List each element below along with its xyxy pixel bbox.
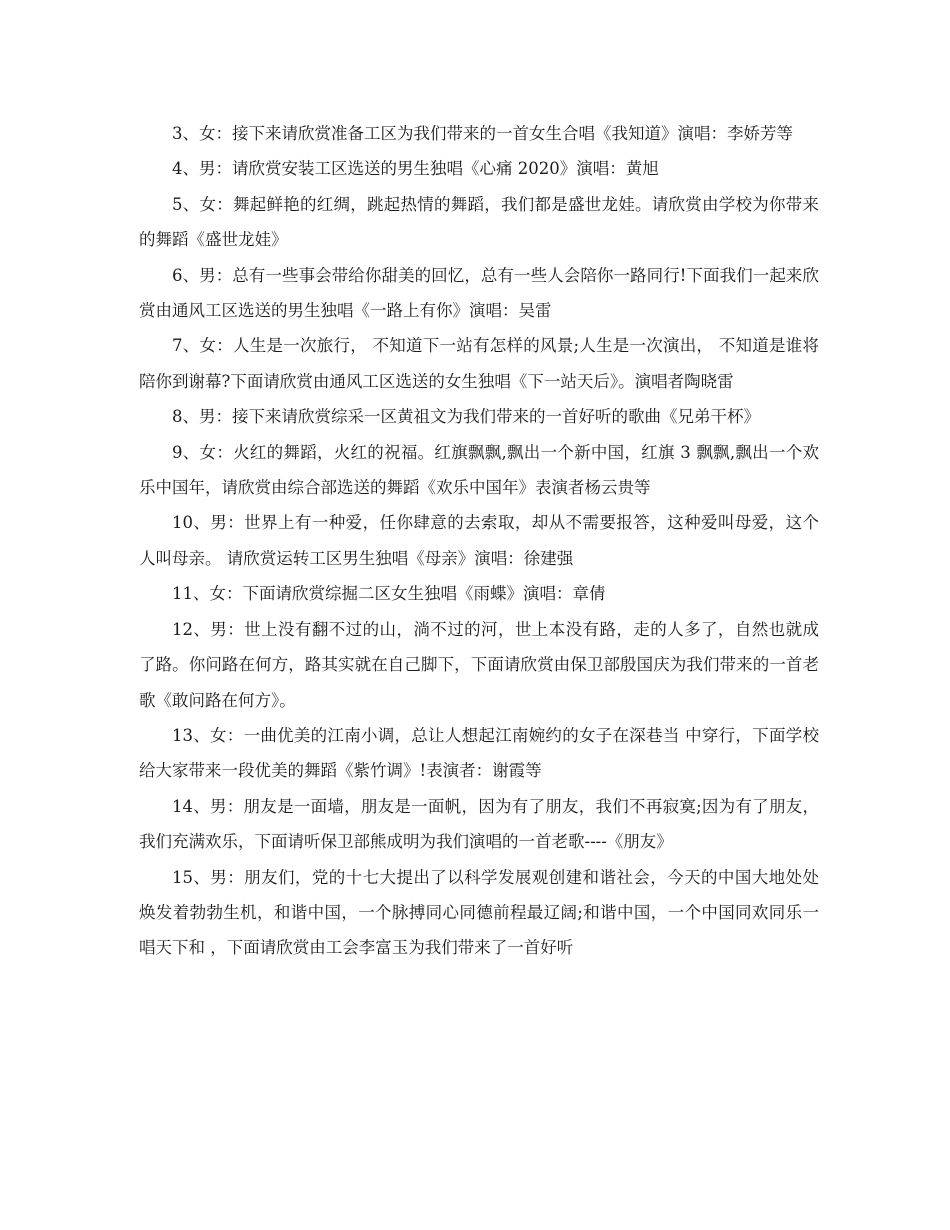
program-item-10: 10、男：世界上有一种爱，任你肆意的去索取，却从不需要报答，这种爱叫母爱，这个人叫母亲。 请欣赏运转工区男生独唱《母亲》演唱：徐建强 <box>139 513 819 568</box>
program-item-14: 14、男：朋友是一面墙，朋友是一面帆，因为有了朋友，我们不再寂寞;因为有了朋友，我们充满欢乐，下面请听保卫部熊成明为我们演唱的一首老歌----《朋友》 <box>139 796 819 852</box>
program-item-9: 9、女：火红的舞蹈，火红的祝福。红旗飘飘,飘出一个新中国，红旗 3 飘飘,飘出一个欢乐中国年，请欣赏由综合部选送的舞蹈《欢乐中国年》表演者杨云贵等 <box>139 442 819 498</box>
program-item-6: 6、男：总有一些事会带给你甜美的回忆，总有一些人会陪你一路同行!下面我们一起来欣赏由通风工区选送的男生独唱《一路上有你》演唱：吴雷 <box>139 265 819 321</box>
document-body <box>139 116 819 966</box>
program-item-13: 13、女：一曲优美的江南小调，总让人想起江南婉约的女子在深巷当 中穿行，下面学校给大家带来一段优美的舞蹈《紫竹调》!表演者：谢霞等 <box>139 725 819 781</box>
program-item-7: 7、女：人生是一次旅行， 不知道下一站有怎样的风景;人生是一次演出， 不知道是谁将陪你到谢幕?下面请欣赏由通风工区选送的女生独唱《下一站天后》。演唱者陶晓雷 <box>139 336 819 391</box>
program-item-4: 4、男：请欣赏安装工区选送的男生独唱《心痛 2020》演唱：黄旭 <box>172 159 659 179</box>
program-item-11: 11、女：下面请欣赏综掘二区女生独唱《雨蝶》演唱：章倩 <box>172 584 606 604</box>
program-item-3: 3、女：接下来请欣赏准备工区为我们带来的一首女生合唱《我知道》演唱：李娇芳等 <box>172 124 793 143</box>
program-item-12: 12、男：世上没有翻不过的山，淌不过的河，世上本没有路，走的人多了，自然也就成了路。你问路在何方，路其实就在自己脚下，下面请欣赏由保卫部殷国庆为我们带来的一首老歌《敢问路在何方》。 <box>139 619 819 710</box>
program-item-5: 5、女：舞起鲜艳的红绸，跳起热情的舞蹈，我们都是盛世龙娃。请欣赏由学校为你带来的舞蹈《盛世龙娃》 <box>139 194 819 250</box>
program-item-15: 15、男：朋友们，党的十七大提出了以科学发展观创建和谐社会，今天的中国大地处处焕发着勃勃生机，和谐中国，一个脉搏同心同德前程最辽阔;和谐中国，一个中国同欢同乐一唱天下和 ，下面请欣赏由工会李富玉为我们带来了一首好听 <box>139 867 819 958</box>
program-item-8: 8、男：接下来请欣赏综采一区黄祖文为我们带来的一首好听的歌曲《兄弟干杯》 <box>172 407 760 427</box>
